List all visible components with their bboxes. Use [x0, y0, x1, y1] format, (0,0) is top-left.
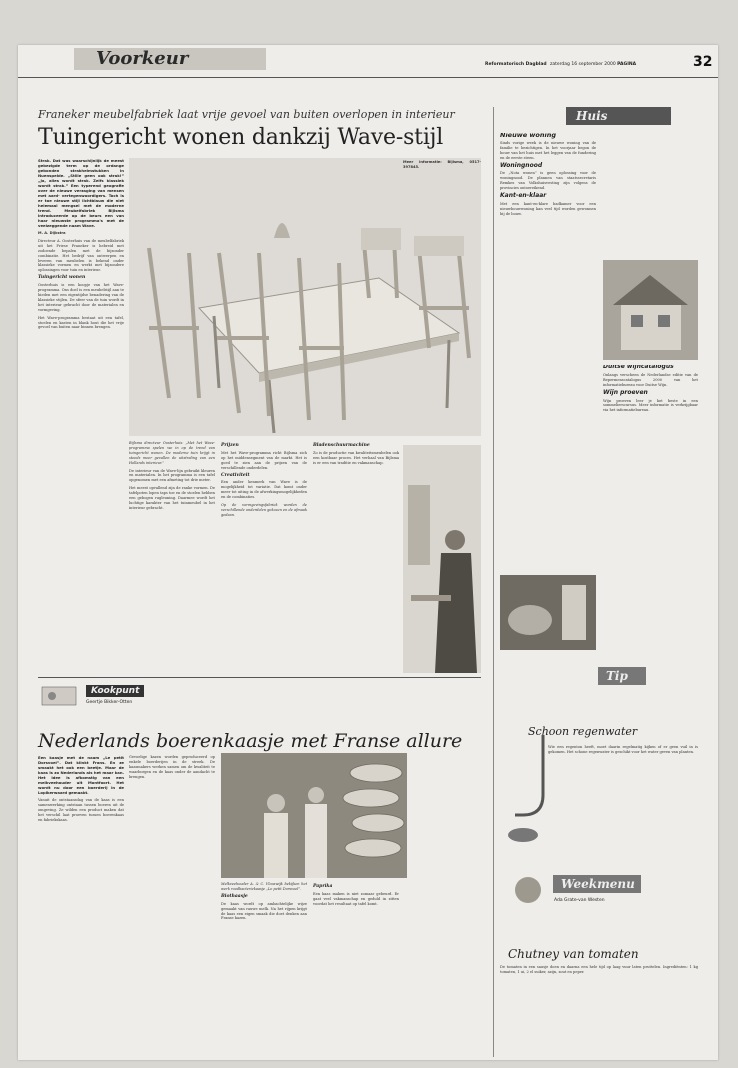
- article2-subhead-1: Biothaasje: [221, 893, 248, 899]
- kookpunt-illustration: [38, 683, 82, 707]
- page-label: PAGINA: [617, 62, 637, 67]
- woningnood-heading: Woningnood: [500, 161, 543, 169]
- weekmenu-tag: Weekmenu: [553, 875, 641, 893]
- wijncatalogus-text: Onlangs verscheen de Nederlandse editie van de Bepermenscatalogus 2000 van het informatiebureau voor Duitse Wijn.: [603, 372, 698, 387]
- kant-en-klaar-heading: Kant-en-klaar: [500, 192, 547, 200]
- article1-subhead-4: Bladenschuurmachine: [313, 443, 370, 448]
- huis-tag: Huis: [566, 107, 671, 125]
- weekmenu-author: Ada Grate-van Westen: [554, 898, 605, 903]
- article1-caption-2: Op de vormgevingsfabriek worden de verschillende onderdelen gekozen en de afmaak gedaan.: [221, 503, 307, 517]
- page-date: [550, 62, 636, 67]
- article2-headline: Nederlands boerenkaasje met Franse allure: [38, 730, 463, 752]
- article1-kicker: Franeker meubelfabriek laat vrije gevoel van buiten overlopen in interieur: [38, 108, 455, 121]
- chutney-title: Chutney van tomaten: [508, 947, 639, 961]
- article1-lead: Strak. Dat was waarschijnlijk de meest gebezigde term op de ordange gebonden strakhelmstukken in Nuenspeide. „Stille geen ook strak!” „Ja, alles wordt strak. Zelfs klassiek wordt strak.” Een typerend geografie over de nieuwe verzaging van mensen met aard- vertegenwoordigers. Toch is er toe nieuwe stijl lichtblauw die niet helemaal mengsel met de moderne trend. Meubelfabriek Bijlsma introduceerde op de beurs een van haar nieuwste programma's met de veelzeggende naam Wave.: [38, 158, 124, 228]
- article1-body-2: Oosterhuis is een koopje van het Wave-programma. Ons doel is een meubelstijl aan te bieden met een eigentijdse benadering van de klassieke stijlen. De sfeer van de tuin wordt in het interieur gebracht door de materialen en vormgeving.: [38, 283, 124, 312]
- wijn-proeven-text: Wijn proeven leer je het beste in een sommelierscursus. Meer informatie is verkrijgbaar via het informatiebureau.: [603, 398, 698, 413]
- article1-contact: Meer informatie: Bijlsma, 0517-397845.: [403, 160, 481, 169]
- article1-body-5: Met het Wave-programma richt Bijlsma zich op het middensegment van de markt. Het is goed te zien aan de prijzen van de verschillende onderdelen.: [221, 450, 307, 470]
- tip-column: [548, 745, 698, 815]
- article2-body-1: Vanuit de ontstaansdag van de kaas is een samenwerking ontstaan tussen boeren uit de omgeving. Ze wilden een product maken dat het verschil laat proeven tussen boerenkaas en fabriekskaas.: [38, 798, 124, 822]
- author-avatar: [515, 877, 541, 903]
- article1-body-6: Een ander kenmerk van Wave is de mogelijkheid tot variatie. Dat komt onder meer tot uiting in de afwerkingsmogelijkheden en de combinaties.: [221, 480, 307, 500]
- date-text: zaterdag 16 september 2000: [550, 62, 616, 67]
- article1-headline: Tuingericht wonen dankzij Wave-stijl: [38, 125, 444, 150]
- article2-column-5: [410, 753, 490, 1055]
- article1-column-1: [38, 158, 124, 673]
- nieuwe-woning-text: Sinds vorige week is de nieuwe woning van de familie te bezichtigen. In het voorjaar begon de bouw van het huis met het leggen van de fundering en de eerste steen.: [500, 140, 596, 160]
- craftsman-illustration: [403, 445, 481, 673]
- article2-subhead-2: Paprika: [313, 884, 333, 889]
- article2-body-2: De kaas wordt op ambachtelijke wijze gemaakt van rauwe melk. Na het rijpen krijgt de kaas een eigen smaak die doet denken aan Franse kazen.: [221, 901, 307, 921]
- article1-body-7: Zo is de productie van kwaliteitsmeubelen ook een kostbaar proces. Het verhaal van Bijlsma is er een van traditie en vakmanschap.: [313, 450, 399, 465]
- sidebar-divider: [493, 107, 494, 1057]
- article1-body-4: De interieur van de Wave-lijn gebruikt kleuren en materialen. In het programma is een tafel opgenomen met een afmeting tot drie meter.: [129, 468, 215, 483]
- newspaper-page: [18, 45, 718, 1060]
- rain-barrel-icon: [503, 735, 548, 850]
- article2-column-3: [221, 882, 307, 1055]
- article1-column-2: [129, 441, 215, 673]
- article1-subhead-3: Creativiteit: [221, 472, 250, 478]
- kookpunt-label: Kookpunt: [86, 685, 144, 697]
- article2-column-2: [129, 755, 215, 1055]
- article2-column-4: [313, 882, 399, 1055]
- article1-body-3: Het Wave-programma bestaat uit een tafel, stoelen en kasten in blank hout die het vrije gevoel van buiten naar binnen brengen.: [38, 315, 124, 330]
- article1-body-1: Directeur A. Oosterhuis van de meubelfabriek uit het Friese Franeker is hebreid met zodoende bepalen met de bijzonder combinatie. Het bedrijf van ontwerpen en leveren van meubelen is bekend onder klassieke vormen en werkt met bijzondere oplossingen voor tuin en interieur.: [38, 238, 124, 273]
- wine-illustration: [500, 575, 596, 650]
- article2-caption: Melkveehouder A. & C. Vlooswijk bekijken het werk roodbacteriekaasje „Le petit Dorsvoel”.: [221, 882, 307, 891]
- chutney-column: [500, 965, 698, 1055]
- masthead: [18, 45, 718, 78]
- cheese-photo: [221, 753, 407, 878]
- wijn-proeven-heading: Wijn proeven: [603, 388, 648, 396]
- tip-title: Schoon regenwater: [528, 725, 638, 738]
- article1-column-5: [403, 160, 481, 440]
- article2-lead: Een kaasje met de naam „Le petit Dorsvoel”. Dat klinkt Frans. En ze smaakt het ook een beetje. Maar de kaas is zo Nederlands als het maar kan. Het idee is afkomstig van een melkveehouder uit Montfoort. Het wordt nu door een boerderij in de Lopikerwaard gemaakt.: [38, 755, 124, 795]
- woningnood-text: De „Nota wonen” is geen oplossing voor de woningnood. De plannen van staatssecretaris Remkes van Volkshuisvesting zijn volgens de provincies ontoereikend.: [500, 171, 596, 191]
- tip-text: Wie een regenton heeft, moet daarin regelmatig kijken of er geen vuil in is gekomen. Het schone regenwater is geschikt voor het water geven van planten.: [548, 745, 698, 754]
- kant-en-klaar-text: Met een kant-en-klare badkamer voor een nieuwbouwwoning kan veel tijd worden gewonnen bij de bouw.: [500, 201, 596, 216]
- article1-caption-1: Bijlsma directeur Oosterhuis: „Met het Wave-programma spelen we in op de trend van tuingericht wonen. De moderne tuin krijgt in steeds meer gevallen de uitstraling van een Hollands interieur.”: [129, 441, 215, 465]
- chutney-text: De tomaten in een sausje doen en daarna een hele tijd op laag vuur laten pruttelen. Ingrediënten: 1 kg tomaten, 1 ui, 2 el suiker, azijn, zout en peper.: [500, 965, 698, 974]
- house-illustration: [603, 260, 698, 360]
- nieuwe-woning-heading: Nieuwe woning: [500, 133, 556, 139]
- wijncatalogus-heading: Duitse wijncatalogus: [603, 365, 674, 370]
- craftsman-photo: [403, 445, 481, 673]
- sidebar-column-2: [603, 365, 698, 625]
- article1-body-8: Het meest opvallend zijn de ranke vormen. De tafelpoten lopen taps toe en de stoelen hebben een gebogen rugleuning. Daarmee wordt het luchtige karakter van het tuinmeubel in het interieur gebracht.: [129, 486, 215, 510]
- cheese-illustration: [221, 753, 407, 878]
- article2-body-3: Een kaas maken is niet zomaar gebeurd. Er gaat veel vakmanschap en geduld in zitten voordat het resultaat op tafel komt.: [313, 891, 399, 906]
- house-photo: [603, 260, 698, 360]
- article1-byline: M. A. Dijkstra: [38, 231, 66, 235]
- article1-subhead-1: Tuingericht wonen: [38, 275, 86, 281]
- kookpunt-banner: [38, 683, 468, 707]
- article1-column-3: [221, 441, 307, 673]
- article1-subhead-2: Prijzen: [221, 443, 239, 448]
- tip-tag: Tip: [598, 667, 646, 685]
- article2-column-1: [38, 755, 124, 1055]
- paper-name: Reformatorisch Dagblad: [485, 62, 547, 67]
- kookpunt-author: Geertje Bikker-Otten: [86, 700, 133, 705]
- article-divider: [38, 677, 481, 678]
- wine-photo: [500, 575, 596, 650]
- article2-body-4: Gevoelige kazen worden geproduceerd op enkele boerderijen in de streek. De kaasmakers werken samen om de kwaliteit te waarborgen en de kaas onder de aandacht te brengen.: [129, 755, 215, 779]
- article1-column-4: [313, 441, 399, 673]
- page-number: 32: [693, 54, 713, 70]
- sidebar-column-1: [500, 133, 596, 523]
- section-label: Voorkeur: [74, 48, 266, 70]
